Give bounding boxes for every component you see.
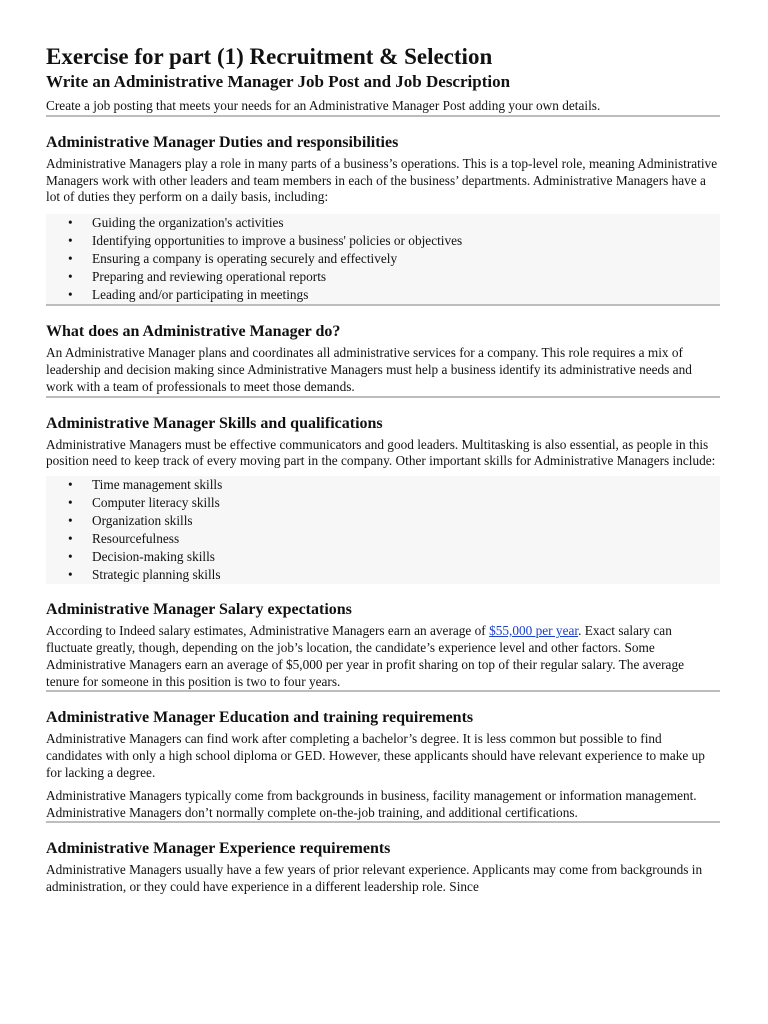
bullet-icon: • [68,531,73,547]
list-item [68,286,720,304]
list-item-text: Preparing and reviewing operational reports [92,269,327,285]
salary-heading: Administrative Manager Salary expectations [46,601,352,619]
bullet-icon: • [68,287,73,303]
list-item [68,530,720,548]
bullet-icon: • [68,513,73,529]
list-item [68,250,720,268]
salary-text-after: . Exact salary can fluctuate greatly, though, depending on the job’s location, the candidate’s experience level and other factors. Some Administrative Managers earn an average of $5,000 per year in profit sharing on top of their regular salary. The average tenure for someone in this position is two to four years. [46,623,685,689]
bullet-icon: • [68,215,73,231]
list-item [68,268,720,286]
duties-list [46,214,720,304]
list-item-text: Resourcefulness [92,531,180,547]
salary-link[interactable]: $55,000 per year [489,623,579,639]
list-item [68,214,720,232]
skills-heading: Administrative Manager Skills and qualifications [46,414,383,432]
education-paragraph-1: Administrative Managers can find work after completing a bachelor’s degree. It is less common but possible to find candidates with only a high school diploma or GED. However, these applicants should have relevant experience to make up for lacking a degree. [46,731,705,780]
bullet-icon: • [68,251,73,267]
education-paragraph-2: Administrative Managers typically come from backgrounds in business, facility management or information management. Administrative Managers don’t normally complete on-the-job training, and additional certifications. [46,787,697,820]
education-section [46,692,720,823]
list-item-text: Computer literacy skills [92,495,220,511]
intro-paragraph: Create a job posting that meets your needs for an Administrative Manager Post adding your own details. [46,98,601,113]
what-section [46,306,720,397]
duties-heading: Administrative Manager Duties and responsibilities [46,133,399,151]
education-heading: Administrative Manager Education and training requirements [46,709,474,727]
salary-section [46,584,720,692]
list-item-text: Decision-making skills [92,549,215,565]
what-heading: What does an Administrative Manager do? [46,323,341,341]
experience-heading: Administrative Manager Experience requirements [46,840,391,858]
document-title: Exercise for part (1) Recruitment & Selection [46,44,493,69]
list-item [68,512,720,530]
skills-section [46,398,720,585]
list-item-text: Time management skills [92,477,223,493]
list-item [68,494,720,512]
bullet-icon: • [68,495,73,511]
experience-section [46,823,720,896]
bullet-icon: • [68,549,73,565]
list-item-text: Identifying opportunities to improve a business' policies or objectives [92,233,463,249]
list-item-text: Guiding the organization's activities [92,215,284,231]
what-paragraph: An Administrative Manager plans and coordinates all administrative services for a company. This role requires a mix of leadership and decision making since Administrative Managers must help a business identify its administrative needs and work with a team of professionals to meet those demands. [46,345,692,394]
skills-list [46,476,720,584]
document-subtitle: Write an Administrative Manager Job Post and Job Description [46,72,511,91]
list-item-text: Ensuring a company is operating securely and effectively [92,251,398,267]
bullet-icon: • [68,567,73,583]
list-item [68,476,720,494]
duties-section [46,117,720,306]
salary-paragraph [46,623,720,690]
list-item-text: Leading and/or participating in meetings [92,287,309,303]
list-item [68,232,720,250]
salary-text-before: According to Indeed salary estimates, Administrative Managers earn an average of [46,623,490,639]
experience-paragraph: Administrative Managers usually have a few years of prior relevant experience. Applicants may come from backgrounds in administration, or they could have experience in a different leadership role. Since [46,862,703,895]
bullet-icon: • [68,477,73,493]
duties-paragraph: Administrative Managers play a role in many parts of a business’s operations. This is a top-level role, meaning Administrative Managers work with other leaders and team members in each of the business’ departments. Administrative Managers have a lot of duties they perform on a daily basis, including: [46,155,718,205]
bullet-icon: • [68,233,73,249]
skills-paragraph: Administrative Managers must be effective communicators and good leaders. Multitasking is also essential, as people in this position need to keep track of every moving part in the company. Other important skills for Administrative Managers include: [46,436,716,469]
list-item [68,566,720,584]
list-item-text: Strategic planning skills [92,567,221,583]
list-item [68,548,720,566]
bullet-icon: • [68,269,73,285]
list-item-text: Organization skills [92,513,193,529]
